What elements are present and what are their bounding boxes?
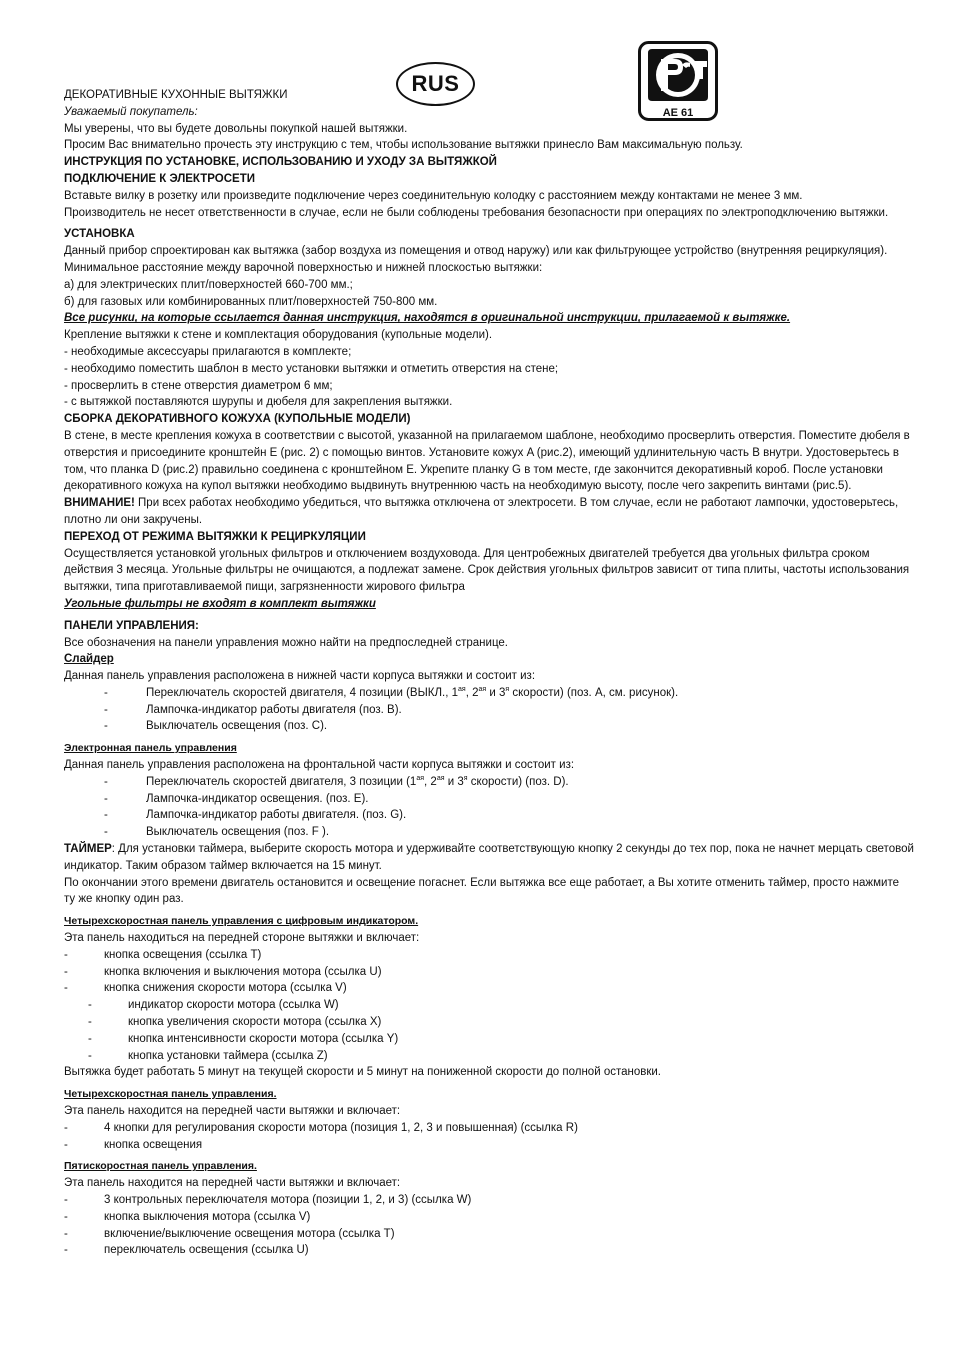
controls-paragraph: Все обозначения на панели управления можно найти на предпоследней странице. [64,636,509,649]
main-heading: ИНСТРУКЦИЯ ПО УСТАНОВКЕ, ИСПОЛЬЗОВАНИЮ И УХОДУ ЗА ВЫТЯЖКОЙ [64,156,497,169]
four-speed-digital-heading: Четырехскоростная панель управления с цифровым индикатором. [64,915,419,928]
intro-line-1: Мы уверены, что вы будете довольны покупкой нашей вытяжки. [64,122,408,135]
install-paragraph-4: б) для газовых или комбинированных плит/поверхностей 750-800 мм. [64,295,438,308]
list-item: - переключатель освещения (ссылка U) [64,1244,309,1257]
install-note: Все рисунки, на которые ссылается данная инструкция, находятся в оригинальной инструкции, прилагаемой к вытяжке. [64,312,791,325]
assembly-line: том, что планка D (рис.2) правильно соединена с кронштейном E. Укрепите планку G в том месте, где закончится декоративный короб. После установки [64,463,883,476]
timer-paragraph-continued: индикатор. Таким образом таймер включается на 15 минут. [64,859,382,872]
list-item: - Лампочка-индикатор освещения. (поз. E). [104,792,369,805]
install-paragraph-2: Минимальное расстояние между варочной поверхностью и нижней плоскостью вытяжки: [64,261,543,274]
intro-line-2: Просим Вас внимательно прочесть эту инструкцию с тем, чтобы использование вытяжки принесло Вам максимальную пользу. [64,139,743,152]
install-item: - необходимо поместить шаблон в место установки вытяжки и отметить отверстия на стене; [64,362,559,375]
assembly-heading: СБОРКА ДЕКОРАТИВНОГО КОЖУХА (КУПОЛЬНЫЕ МОДЕЛИ) [64,413,411,426]
electronic-panel-heading: Электронная панель управления [64,742,237,755]
timer-label: ТАЙМЕР [64,843,112,856]
list-item: - Лампочка-индикатор работы двигателя. (поз. G). [104,809,407,822]
power-paragraph-1: Вставьте вилку в розетку или произведите подключение через соединительную колодку с расстоянием между контактами не менее 3 мм. [64,189,803,202]
power-paragraph-2: Производитель не несет ответственности в случае, если не были соблюдены требования безопасности при операциях по электроподключению вытяжки. [64,206,889,219]
install-item: - просверлить в стене отверстия диаметром 6 мм; [64,379,333,392]
recirculation-line: вытяжки, типа приготавливаемой пищи, загрязненности жирового фильтра [64,581,465,594]
four-speed-paragraph: Эта панель находится на передней части вытяжки и включает: [64,1105,401,1118]
install-paragraph-1: Данный прибор спроектирован как вытяжка (забор воздуха из помещения и отвод наружу) или как фильтрующее устройство (внутренняя рециркуляция). [64,245,888,258]
list-item: - включение/выключение освещения мотора (ссылка T) [64,1227,395,1240]
list-item: - кнопка включения и выключения мотора (ссылка U) [64,965,382,978]
assembly-line: отверстия и присоедините кронштейн E (рис. 2) с помощью винтов. Установите кожух A (рис.2), имеющий удлинительную часть B внутри. Удостоверьтесь в [64,446,900,459]
list-item: - кнопка интенсивности скорости мотора (ссылка Y) [88,1032,399,1045]
timer-paragraph-2: По окончании этого времени двигатель остановится и освещение погаснет. Если вытяжка все еще работает, а Вы хотите отменить таймер, просто нажмите [64,876,899,889]
timer-paragraph [64,841,914,858]
document-title: ДЕКОРАТИВНЫЕ КУХОННЫЕ ВЫТЯЖКИ [64,89,288,101]
list-item: - кнопка снижения скорости мотора (ссылка V) [64,982,347,995]
list-item: - кнопка увеличения скорости мотора (ссылка X) [88,1016,382,1029]
four-speed-digital-paragraph: Эта панель находиться на передней стороне вытяжки и включает: [64,932,420,945]
install-item: - с вытяжкой поставляются шурупы и дюбеля для закрепления вытяжки. [64,396,453,409]
list-item: - кнопка освещения [64,1138,203,1151]
assembly-warning [64,495,899,512]
controls-heading: ПАНЕЛИ УПРАВЛЕНИЯ: [64,619,199,632]
recirculation-heading: ПЕРЕХОД ОТ РЕЖИМА ВЫТЯЖКИ К РЕЦИРКУЛЯЦИИ [64,530,366,543]
rus-badge-label: RUS [411,71,460,96]
four-speed-digital-footer: Вытяжка будет работать 5 минут на текущей скорости и 5 минут на пониженной скорости до полной остановки. [64,1066,662,1079]
list-item: - кнопка выключения мотора (ссылка V) [64,1210,311,1223]
four-speed-heading: Четырехскоростная панель управления. [64,1088,277,1101]
list-item: - Выключатель освещения (поз. C). [104,720,328,733]
list-item: - 4 кнопки для регулирования скорости мотора (позиция 1, 2, 3 и повышенная) (ссылка R) [64,1121,578,1134]
five-speed-heading: Пятискоростная панель управления. [64,1160,257,1173]
timer-text: : Для установки таймера, выберите скорость мотора и удерживайте соответствующую кнопку 2 секунды до тех пор, пока не начнет мерцать световой [111,843,914,856]
slider-paragraph: Данная панель управления расположена в нижней части корпуса вытяжки и состоит из: [64,670,536,683]
list-item: - кнопка освещения (ссылка T) [64,948,262,961]
install-paragraph-5: Крепление вытяжки к стене и комплектация оборудования (купольные модели). [64,329,493,342]
list-item: - кнопка установки таймера (ссылка Z) [88,1049,328,1062]
five-speed-paragraph: Эта панель находится на передней части вытяжки и включает: [64,1177,401,1190]
recirculation-line: действия 3 месяца. Угольные фильтры не очищаются, а подлежат замене. Срок действия угольных фильтров зависит от типа плиты, частоты использования [64,564,910,577]
cert-code: AE 61 [662,107,694,119]
warning-label: ВНИМАНИЕ! [64,497,135,510]
list-item: - Переключатель скоростей двигателя, 4 позиции (ВЫКЛ., $1^{ая}$, $2^{ая}$ и $3^я$ скорости) (поз. A, см. рисунок). [104,686,679,699]
assembly-line: декоративного кожуха на купол вытяжки необходимо выдвинуть внутреннюю часть на необходимую высоту, после чего закрепить винтами (рис.5). [64,480,852,493]
recirculation-line: Осуществляется установкой угольных фильтров и отключением воздуховода. Для центробежных двигателей требуется два угольных фильтра сроком [64,547,870,560]
install-paragraph-3: а) для электрических плит/поверхностей 660-700 мм.; [64,278,353,291]
greeting: Уважаемый покупатель: [64,105,198,118]
install-item: - необходимые аксессуары прилагаются в комплекте; [64,345,352,358]
document-body [64,87,914,1259]
recirculation-note: Угольные фильтры не входят в комплект вытяжки [64,597,376,610]
list-item: - индикатор скорости мотора (ссылка W) [88,999,339,1012]
list-item: - Выключатель освещения (поз. F ). [104,826,330,839]
assembly-line: В стене, в месте крепления кожуха в соответствии с высотой, указанной на прилагаемом шаблоне, необходимо просверлить отверстия. Поместите дюбеля в [64,429,910,442]
install-heading: УСТАНОВКА [64,228,135,241]
list-item: - Переключатель скоростей двигателя, 3 позиции ($1^{ая}$, $2^{ая}$ и $3^я$ скорости) (поз. D). [104,775,569,788]
electronic-panel-paragraph: Данная панель управления расположена на фронтальной части корпуса вытяжки и состоит из: [64,759,575,772]
slider-heading: Слайдер [64,653,114,666]
list-item: - 3 контрольных переключателя мотора (позиции 1, 2, и 3) (ссылка W) [64,1194,472,1206]
warning-text: При всех работах необходимо убедиться, что вытяжка отключена от электросети. В том случае, если не работают лампочки, удостоверьтесь, [134,497,899,510]
power-heading: ПОДКЛЮЧЕНИЕ К ЭЛЕКТРОСЕТИ [64,172,255,185]
assembly-warning-continued: плотно ли они закручены. [64,513,203,526]
list-item: - Лампочка-индикатор работы двигателя (поз. B). [104,703,402,716]
timer-paragraph-2-continued: ту же кнопку один раз. [64,893,184,906]
